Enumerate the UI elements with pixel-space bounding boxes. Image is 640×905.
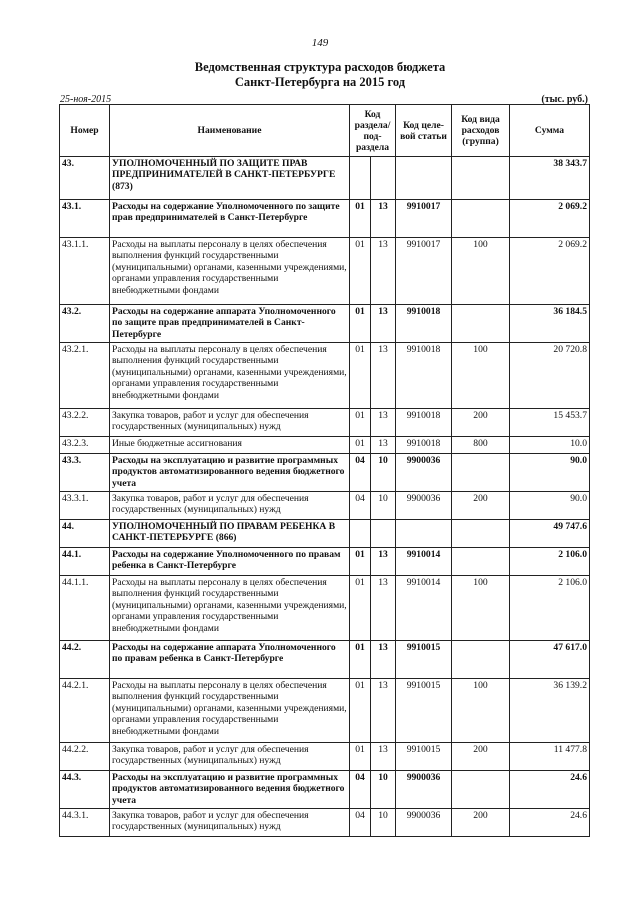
row-expense-type — [452, 305, 510, 343]
table-row — [60, 809, 590, 837]
row-article: 9910015 — [396, 743, 452, 771]
row-expense-type: 100 — [452, 576, 510, 641]
table-row — [60, 200, 590, 238]
row-number: 43.1.1. — [60, 238, 110, 305]
row-name: Расходы на эксплуатацию и развитие программных продуктов автоматизированного ведения бюджетного учета — [110, 771, 350, 809]
row-number: 43.2.1. — [60, 343, 110, 409]
row-number: 44.2.2. — [60, 743, 110, 771]
title-line-2: Санкт-Петербурга на 2015 год — [234, 75, 406, 89]
row-expense-type: 200 — [452, 409, 510, 437]
header-expense-type: Код вида расходов (группа) — [452, 105, 510, 157]
table-row — [60, 343, 590, 409]
row-name: Расходы на выплаты персоналу в целях обеспечения выполнения функций государственными (муниципальными) органами, казенными учреждениями, органами управления государственными внебюджетными фондами — [110, 343, 350, 409]
table-row — [60, 771, 590, 809]
row-number: 44.1.1. — [60, 576, 110, 641]
row-amount: 11 477.8 — [510, 743, 590, 771]
units-label: (тыс. руб.) — [541, 94, 588, 105]
row-article: 9910018 — [396, 409, 452, 437]
row-article: 9900036 — [396, 771, 452, 809]
row-expense-type — [452, 200, 510, 238]
row-number: 44. — [60, 520, 110, 548]
row-name: Иные бюджетные ассигнования — [110, 437, 350, 454]
row-subsection: 13 — [371, 437, 396, 454]
row-article: 9910017 — [396, 200, 452, 238]
row-name: Расходы на содержание аппарата Уполномоченного по защите прав предпринимателей в Санкт-Петербурге — [110, 305, 350, 343]
row-amount: 10.0 — [510, 437, 590, 454]
row-section: 01 — [350, 238, 371, 305]
table-row — [60, 238, 590, 305]
row-subsection: 10 — [371, 454, 396, 492]
row-section: 04 — [350, 492, 371, 520]
row-section: 01 — [350, 641, 371, 679]
row-expense-type — [452, 454, 510, 492]
row-amount: 24.6 — [510, 809, 590, 837]
row-amount: 20 720.8 — [510, 343, 590, 409]
row-expense-type — [452, 771, 510, 809]
budget-table — [59, 104, 590, 837]
row-expense-type: 200 — [452, 492, 510, 520]
row-subsection: 13 — [371, 679, 396, 743]
row-article: 9900036 — [396, 454, 452, 492]
row-expense-type — [452, 641, 510, 679]
row-name: Закупка товаров, работ и услуг для обеспечения государственных (муниципальных) нужд — [110, 492, 350, 520]
row-amount: 2 106.0 — [510, 548, 590, 576]
row-number: 43. — [60, 157, 110, 200]
row-name: Закупка товаров, работ и услуг для обеспечения государственных (муниципальных) нужд — [110, 743, 350, 771]
page-number: 149 — [311, 37, 329, 49]
row-expense-type — [452, 157, 510, 200]
row-subsection: 10 — [371, 809, 396, 837]
row-article: 9900036 — [396, 809, 452, 837]
row-subsection: 13 — [371, 548, 396, 576]
row-name: Расходы на выплаты персоналу в целях обеспечения выполнения функций государственными (муниципальными) органами, казенными учреждениями, органами управления государственными внебюджетными фондами — [110, 679, 350, 743]
row-section: 04 — [350, 454, 371, 492]
row-name: Закупка товаров, работ и услуг для обеспечения государственных (муниципальных) нужд — [110, 409, 350, 437]
budget-table-body — [60, 157, 590, 837]
document-title — [0, 60, 640, 90]
row-expense-type: 800 — [452, 437, 510, 454]
title-line-1: Ведомственная структура расходов бюджета — [194, 60, 446, 74]
table-row — [60, 576, 590, 641]
table-row — [60, 743, 590, 771]
row-section: 04 — [350, 771, 371, 809]
row-subsection: 13 — [371, 576, 396, 641]
row-subsection: 13 — [371, 343, 396, 409]
row-article: 9910018 — [396, 343, 452, 409]
row-number: 44.2. — [60, 641, 110, 679]
row-name: Расходы на содержание аппарата Уполномоченного по правам ребенка в Санкт-Петербурге — [110, 641, 350, 679]
row-section: 01 — [350, 409, 371, 437]
row-subsection: 13 — [371, 238, 396, 305]
row-amount: 24.6 — [510, 771, 590, 809]
row-article: 9910014 — [396, 548, 452, 576]
row-subsection: 10 — [371, 492, 396, 520]
row-subsection: 13 — [371, 641, 396, 679]
row-name: Закупка товаров, работ и услуг для обеспечения государственных (муниципальных) нужд — [110, 809, 350, 837]
table-row — [60, 437, 590, 454]
row-article — [396, 520, 452, 548]
row-subsection: 13 — [371, 200, 396, 238]
row-subsection: 10 — [371, 771, 396, 809]
row-name: УПОЛНОМОЧЕННЫЙ ПО ПРАВАМ РЕБЕНКА В САНКТ-ПЕТЕРБУРГЕ (866) — [110, 520, 350, 548]
row-section: 01 — [350, 343, 371, 409]
row-name: Расходы на выплаты персоналу в целях обеспечения выполнения функций государственными (муниципальными) органами, казенными учреждениями, органами управления государственными внебюджетными фондами — [110, 576, 350, 641]
row-section: 01 — [350, 200, 371, 238]
row-name: Расходы на выплаты персоналу в целях обеспечения выполнения функций государственными (муниципальными) органами, казенными учреждениями, органами управления государственными внебюджетными фондами — [110, 238, 350, 305]
row-number: 43.2. — [60, 305, 110, 343]
row-number: 44.3. — [60, 771, 110, 809]
header-article: Код целе- вой статьи — [396, 105, 452, 157]
row-section: 01 — [350, 437, 371, 454]
row-subsection: 13 — [371, 743, 396, 771]
row-name: Расходы на содержание Уполномоченного по защите прав предпринимателей в Санкт-Петербурге — [110, 200, 350, 238]
row-expense-type — [452, 520, 510, 548]
row-expense-type: 100 — [452, 238, 510, 305]
row-number: 44.1. — [60, 548, 110, 576]
document-date: 25-ноя-2015 — [60, 94, 112, 105]
row-section: 01 — [350, 576, 371, 641]
row-section: 01 — [350, 548, 371, 576]
row-amount: 90.0 — [510, 492, 590, 520]
row-expense-type: 100 — [452, 679, 510, 743]
row-amount: 2 106.0 — [510, 576, 590, 641]
row-article: 9910014 — [396, 576, 452, 641]
row-subsection — [371, 157, 396, 200]
row-number: 43.2.2. — [60, 409, 110, 437]
header-section: Код раздела/ под- раздела — [350, 105, 396, 157]
row-expense-type: 200 — [452, 743, 510, 771]
row-expense-type: 100 — [452, 343, 510, 409]
table-row — [60, 548, 590, 576]
row-article: 9910018 — [396, 437, 452, 454]
header-number: Номер — [60, 105, 110, 157]
row-amount: 47 617.0 — [510, 641, 590, 679]
row-name: УПОЛНОМОЧЕННЫЙ ПО ЗАЩИТЕ ПРАВ ПРЕДПРИНИМАТЕЛЕЙ В САНКТ-ПЕТЕРБУРГЕ (873) — [110, 157, 350, 200]
row-number: 44.2.1. — [60, 679, 110, 743]
row-number: 43.3.1. — [60, 492, 110, 520]
row-section: 01 — [350, 743, 371, 771]
row-amount: 15 453.7 — [510, 409, 590, 437]
table-row — [60, 641, 590, 679]
row-subsection: 13 — [371, 305, 396, 343]
table-row — [60, 492, 590, 520]
table-row — [60, 679, 590, 743]
row-number: 44.3.1. — [60, 809, 110, 837]
row-article: 9910015 — [396, 641, 452, 679]
row-article: 9910018 — [396, 305, 452, 343]
row-number: 43.3. — [60, 454, 110, 492]
row-number: 43.1. — [60, 200, 110, 238]
table-row — [60, 157, 590, 200]
row-section: 04 — [350, 809, 371, 837]
row-amount: 38 343.7 — [510, 157, 590, 200]
row-section — [350, 520, 371, 548]
row-expense-type: 200 — [452, 809, 510, 837]
row-article — [396, 157, 452, 200]
row-amount: 90.0 — [510, 454, 590, 492]
row-amount: 49 747.6 — [510, 520, 590, 548]
table-row — [60, 454, 590, 492]
row-section — [350, 157, 371, 200]
row-article: 9900036 — [396, 492, 452, 520]
row-expense-type — [452, 548, 510, 576]
table-row — [60, 409, 590, 437]
row-amount: 36 139.2 — [510, 679, 590, 743]
row-amount: 2 069.2 — [510, 200, 590, 238]
row-article: 9910017 — [396, 238, 452, 305]
row-number: 43.2.3. — [60, 437, 110, 454]
table-row — [60, 520, 590, 548]
row-name: Расходы на содержание Уполномоченного по правам ребенка в Санкт-Петербурге — [110, 548, 350, 576]
row-section: 01 — [350, 679, 371, 743]
row-subsection — [371, 520, 396, 548]
header-name: Наименование — [110, 105, 350, 157]
row-amount: 36 184.5 — [510, 305, 590, 343]
table-row — [60, 305, 590, 343]
row-section: 01 — [350, 305, 371, 343]
row-subsection: 13 — [371, 409, 396, 437]
header-amount: Сумма — [510, 105, 590, 157]
row-article: 9910015 — [396, 679, 452, 743]
row-amount: 2 069.2 — [510, 238, 590, 305]
row-name: Расходы на эксплуатацию и развитие программных продуктов автоматизированного ведения бюджетного учета — [110, 454, 350, 492]
